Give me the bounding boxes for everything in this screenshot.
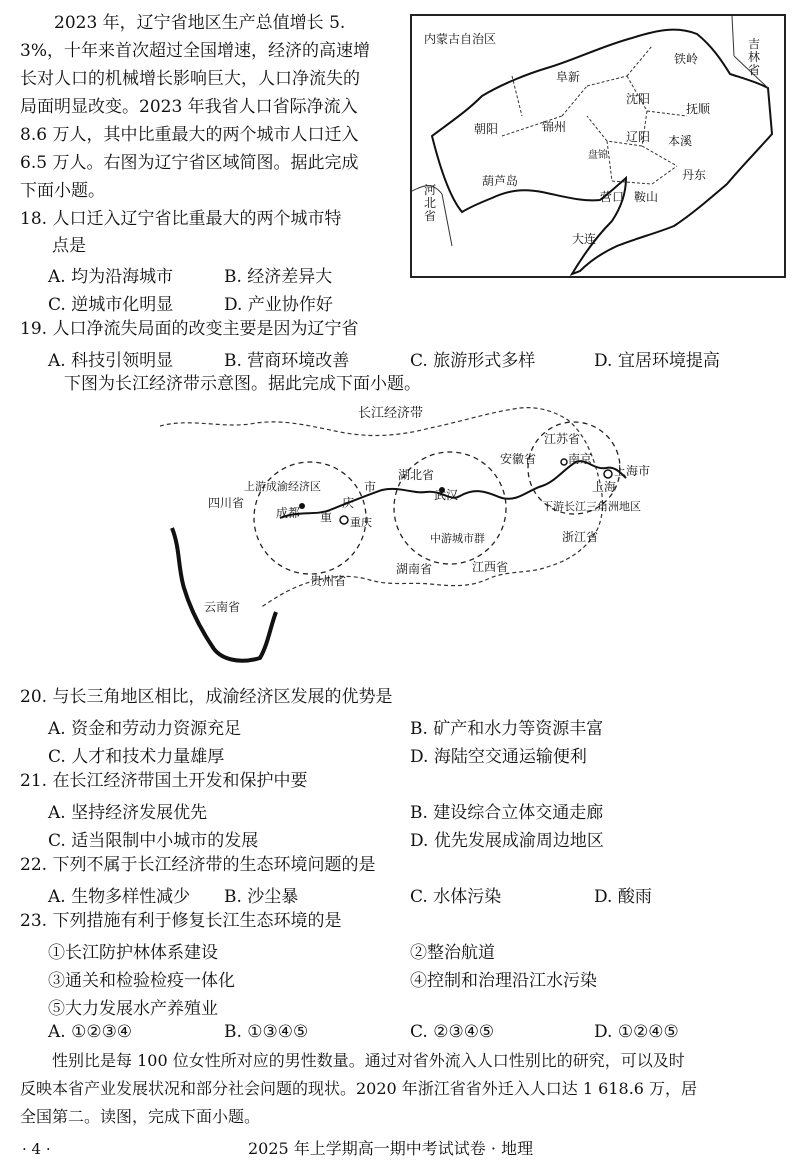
option-c[interactable]: C. 水体污染: [410, 887, 502, 907]
option-b[interactable]: B. ①③④⑤: [224, 1022, 309, 1042]
statement-2: ②整治航道: [410, 943, 495, 963]
map-label-huludao: 葫芦岛: [482, 174, 519, 188]
map-label-chong: 重: [320, 510, 333, 524]
map-label-zhejiang: 浙江省: [562, 530, 599, 544]
option-a[interactable]: A. 生物多样性减少: [48, 887, 191, 907]
option-b[interactable]: B. 沙尘暴: [224, 887, 299, 907]
map-label-hunan: 湖南省: [396, 562, 433, 576]
map-label-jiangsu: 江苏省: [544, 432, 581, 446]
map-label-xiayou: 下游长江三角洲地区: [542, 500, 641, 513]
intro-line: 6.5 万人。右图为辽宁省区域简图。据此完成: [20, 153, 359, 173]
map-label-yingkou: 营口: [600, 190, 625, 204]
question-stem: 20. 与长三角地区相比，成渝经济区发展的优势是: [20, 687, 393, 707]
option-c[interactable]: C. 逆城市化明显: [48, 295, 174, 315]
option-d[interactable]: D. 酸雨: [594, 887, 652, 907]
option-a[interactable]: A. 坚持经济发展优先: [48, 803, 208, 823]
map-label-fuxin: 阜新: [556, 70, 581, 84]
map-label-shenyang: 沈阳: [626, 92, 651, 106]
yangtze-map: [150, 398, 650, 670]
option-a[interactable]: A. ①②③④: [48, 1022, 133, 1042]
map-label-dandong: 丹东: [682, 168, 707, 182]
map-label-guizhou: 贵州省: [310, 574, 347, 588]
map-label-chongqing: 重庆: [350, 516, 372, 529]
option-b[interactable]: B. 矿产和水力等资源丰富: [410, 719, 604, 739]
map-label-zhongyou: 中游城市群: [430, 532, 485, 545]
option-d[interactable]: D. 优先发展成渝周边地区: [410, 831, 604, 851]
option-a[interactable]: A. 科技引领明显: [48, 351, 174, 371]
intro-line: 下面小题。: [20, 181, 105, 201]
intro-line: 8.6 万人，其中比重最大的两个城市人口迁入: [20, 125, 359, 145]
question-stem: 18. 人口迁入辽宁省比重最大的两个城市特: [20, 209, 342, 229]
statement-5: ⑤大力发展水产养殖业: [48, 999, 218, 1019]
map-label-jilin: 吉林省: [748, 37, 761, 77]
page-number: · 4 ·: [22, 1140, 51, 1158]
map-label-dalian: 大连: [572, 232, 597, 246]
option-d[interactable]: D. 海陆空交通运输便利: [410, 747, 587, 767]
intro-line: 反映本省产业发展状况和部分社会问题的现状。2020 年浙江省省外迁入人口达 1 618.6 万，居: [20, 1079, 698, 1098]
map-label-jinzhou: 锦州: [542, 120, 567, 134]
map-label-qing: 庆: [342, 496, 355, 510]
map-label-wuhan: 武汉: [434, 488, 459, 502]
map-label-liaoyang: 辽阳: [626, 130, 651, 144]
map-label-shi: 市: [364, 480, 377, 494]
map-label-chaoyang: 朝阳: [474, 122, 499, 136]
map-label-anhui: 安徽省: [500, 452, 537, 466]
option-b[interactable]: B. 建设综合立体交通走廊: [410, 803, 604, 823]
question-stem: 23. 下列措施有利于修复长江生态环境的是: [20, 911, 342, 931]
map-label-panjin: 盘锦: [588, 150, 608, 161]
intro-line: 3%，十年来首次超过全国增速，经济的高速增: [20, 41, 370, 61]
intro-line: 局面明显改变。2023 年我省人口省际净流入: [20, 97, 358, 117]
map-label-chengdu: 成都: [276, 506, 301, 520]
option-d[interactable]: D. 产业协作好: [224, 295, 333, 315]
option-a[interactable]: A. 均为沿海城市: [48, 267, 174, 287]
option-c[interactable]: C. 人才和技术力量雄厚: [48, 747, 225, 767]
option-c[interactable]: C. 适当限制中小城市的发展: [48, 831, 259, 851]
option-a[interactable]: A. 资金和劳动力资源充足: [48, 719, 242, 739]
option-b[interactable]: B. 经济差异大: [224, 267, 333, 287]
map-label-sichuan: 四川省: [208, 496, 245, 510]
map-label-fushun: 抚顺: [686, 102, 711, 116]
statement-1: ①长江防护林体系建设: [48, 943, 218, 963]
map-label-anshan: 鞍山: [634, 190, 659, 204]
intro-line: 全国第二。读图，完成下面小题。: [20, 1107, 261, 1126]
liaoning-map: [410, 14, 786, 278]
map-label-shanghai-city: 上海市: [614, 464, 651, 478]
map-label-chengyu: 上游成渝经济区: [244, 480, 321, 493]
option-b[interactable]: B. 营商环境改善: [224, 351, 350, 371]
option-c[interactable]: C. ②③④⑤: [410, 1022, 495, 1042]
map-label-neimeng: 内蒙古自治区: [424, 32, 497, 46]
option-c[interactable]: C. 旅游形式多样: [410, 351, 536, 371]
question-stem: 22. 下列不属于长江经济带的生态环境问题的是: [20, 855, 376, 875]
question-stem: 21. 在长江经济带国土开发和保护中要: [20, 771, 308, 791]
map-label-jiangxi: 江西省: [472, 560, 509, 574]
map-title: 长江经济带: [358, 406, 424, 421]
map-label-yunnan: 云南省: [204, 600, 241, 614]
question-stem: 19. 人口净流失局面的改变主要是因为辽宁省: [20, 319, 359, 339]
intro-line: 长对人口的机械增长影响巨大，人口净流失的: [20, 69, 360, 89]
intro-yangtze: 下图为长江经济带示意图。据此完成下面小题。: [64, 374, 421, 394]
option-d[interactable]: D. 宜居环境提高: [594, 351, 720, 371]
map-label-nanjing: 南京: [568, 452, 593, 466]
question-stem-cont: 点是: [52, 236, 86, 256]
map-label-hebei: 河北省: [424, 183, 437, 223]
statement-4: ④控制和治理沿江水污染: [410, 971, 597, 991]
statement-3: ③通关和检验检疫一体化: [48, 971, 235, 991]
option-d[interactable]: D. ①②④⑤: [594, 1022, 679, 1042]
intro-line: 性别比是每 100 位女性所对应的男性数量。通过对省外流入人口性别比的研究，可以及时: [20, 1051, 685, 1070]
map-label-tieling: 铁岭: [674, 52, 699, 66]
map-label-benxi: 本溪: [668, 134, 693, 148]
map-label-shanghai: 上海: [592, 480, 617, 494]
footer-title: 2025 年上学期高一期中考试试卷 · 地理: [248, 1139, 534, 1158]
intro-line: 2023 年，辽宁省地区生产总值增长 5.: [20, 13, 346, 33]
map-label-hubei: 湖北省: [398, 468, 435, 482]
